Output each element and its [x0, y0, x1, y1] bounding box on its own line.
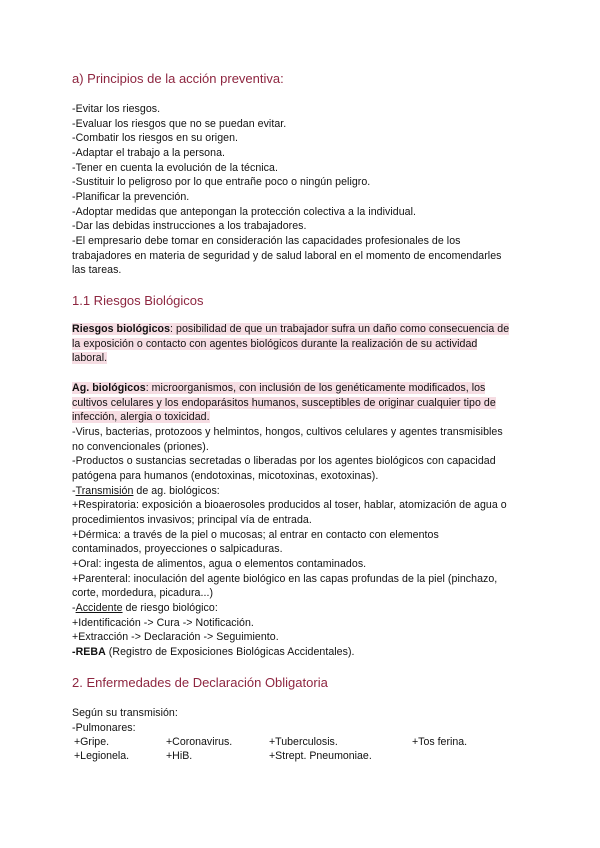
list-item: -Tener en cuenta la evolución de la técnica. — [72, 162, 278, 174]
dash: - — [72, 485, 76, 497]
riesgos-definition-line — [72, 337, 532, 352]
intro-line: Según su transmisión: — [72, 707, 178, 719]
disease-item: +HiB. — [166, 750, 193, 762]
transmision-line: procedimientos invasivos; principal vía de entrada. — [72, 514, 312, 526]
list-item: -El empresario debe tomar en consideración las capacidades profesionales de los — [72, 235, 461, 247]
ag-definition-line — [72, 410, 532, 425]
riesgos-def-text: la exposición o contacto con agentes biológicos durante la realización de su actividad — [72, 338, 478, 350]
riesgos-def-text: laboral. — [72, 352, 108, 364]
riesgos-definition-line — [72, 351, 532, 366]
list-item: -Sustituir lo peligroso por lo que entrañe poco o ningún peligro. — [72, 176, 371, 188]
disease-item: +Strept. Pneumoniae. — [269, 750, 372, 762]
body-line: -Productos o sustancias secretadas o liberadas por los agentes biológicos con capacidad — [72, 455, 496, 467]
disease-item: +Tos ferina. — [412, 736, 468, 748]
riesgos-term: Riesgos biológicos — [72, 323, 171, 335]
list-item: -Adoptar medidas que antepongan la protección colectiva a la individual. — [72, 206, 416, 218]
transmision-line: +Respiratoria: exposición a bioaerosoles producidos al toser, hablar, atomización de agua o — [72, 499, 507, 511]
transmision-line: corte, mordedura, picadura...) — [72, 587, 214, 599]
list-item: -Evitar los riesgos. — [72, 103, 161, 115]
riesgos-definition-line — [72, 322, 532, 337]
accidente-word: Accidente — [75, 602, 123, 614]
ag-def-text: infección, alergia o toxicidad. — [72, 411, 210, 423]
accidente-rest: de riesgo biológico: — [122, 602, 218, 614]
section-2-heading: 2. Enfermedades de Declaración Obligatoria — [72, 675, 328, 690]
section-1-1-heading: 1.1 Riesgos Biológicos — [72, 293, 204, 308]
transmision-line: +Oral: ingesta de alimentos, agua o elementos contaminados. — [72, 558, 367, 570]
body-line: -Virus, bacterias, protozoos y helmintos, hongos, cultivos celulares y agentes transmisibles — [72, 426, 503, 438]
accidente-heading — [72, 601, 532, 616]
reba-line — [72, 645, 532, 660]
disease-item: +Gripe. — [74, 736, 110, 748]
disease-item: +Coronavirus. — [166, 736, 233, 748]
list-item: las tareas. — [72, 264, 122, 276]
reba-rest: (Registro de Exposiciones Biológicas Accidentales). — [105, 646, 355, 658]
reba-term: REBA — [75, 646, 106, 658]
list-item: -Evaluar los riesgos que no se puedan evitar. — [72, 118, 287, 130]
transmision-heading — [72, 484, 532, 499]
list-item: -Planificar la prevención. — [72, 191, 190, 203]
riesgos-def-text: : posibilidad de que un trabajador sufra un daño como consecuencia de — [170, 323, 510, 335]
sub-heading: -Pulmonares: — [72, 722, 136, 734]
transmision-word: Transmisión — [75, 485, 134, 497]
disease-item: +Tuberculosis. — [269, 736, 338, 748]
disease-item: +Legionela. — [74, 750, 130, 762]
body-line: patógena para humanos (endotoxinas, micotoxinas, exotoxinas). — [72, 470, 379, 482]
list-item: -Combatir los riesgos en su origen. — [72, 132, 239, 144]
transmision-line: contaminados, proyecciones o salpicaduras. — [72, 543, 283, 555]
ag-def-text: : microorganismos, con inclusión de los genéticamente modificados, los — [145, 382, 486, 394]
ag-definition-line — [72, 396, 532, 411]
dash: - — [72, 602, 76, 614]
transmision-line: +Dérmica: a través de la piel o mucosas; al entrar en contacto con elementos — [72, 529, 439, 541]
ag-definition-line — [72, 381, 532, 396]
ag-term: Ag. biológicos — [72, 382, 146, 394]
list-item: -Adaptar el trabajo a la persona. — [72, 147, 225, 159]
accidente-line: +Identificación -> Cura -> Notificación. — [72, 617, 254, 629]
dash: - — [72, 646, 76, 658]
transmision-rest: de ag. biológicos: — [133, 485, 220, 497]
ag-def-text: cultivos celulares y los endoparásitos humanos, susceptibles de originar cualquier tipo de — [72, 397, 496, 409]
list-item: trabajadores en materia de seguridad y de salud laboral en el momento de encomendarles — [72, 250, 502, 262]
body-line: no convencionales (priones). — [72, 441, 209, 453]
list-item: -Dar las debidas instrucciones a los trabajadores. — [72, 220, 307, 232]
accidente-line: +Extracción -> Declaración -> Seguimiento. — [72, 631, 279, 643]
section-a-heading: a) Principios de la acción preventiva: — [72, 71, 284, 86]
transmision-line: +Parenteral: inoculación del agente biológico en las capas profundas de la piel (pinchazo, — [72, 573, 498, 585]
